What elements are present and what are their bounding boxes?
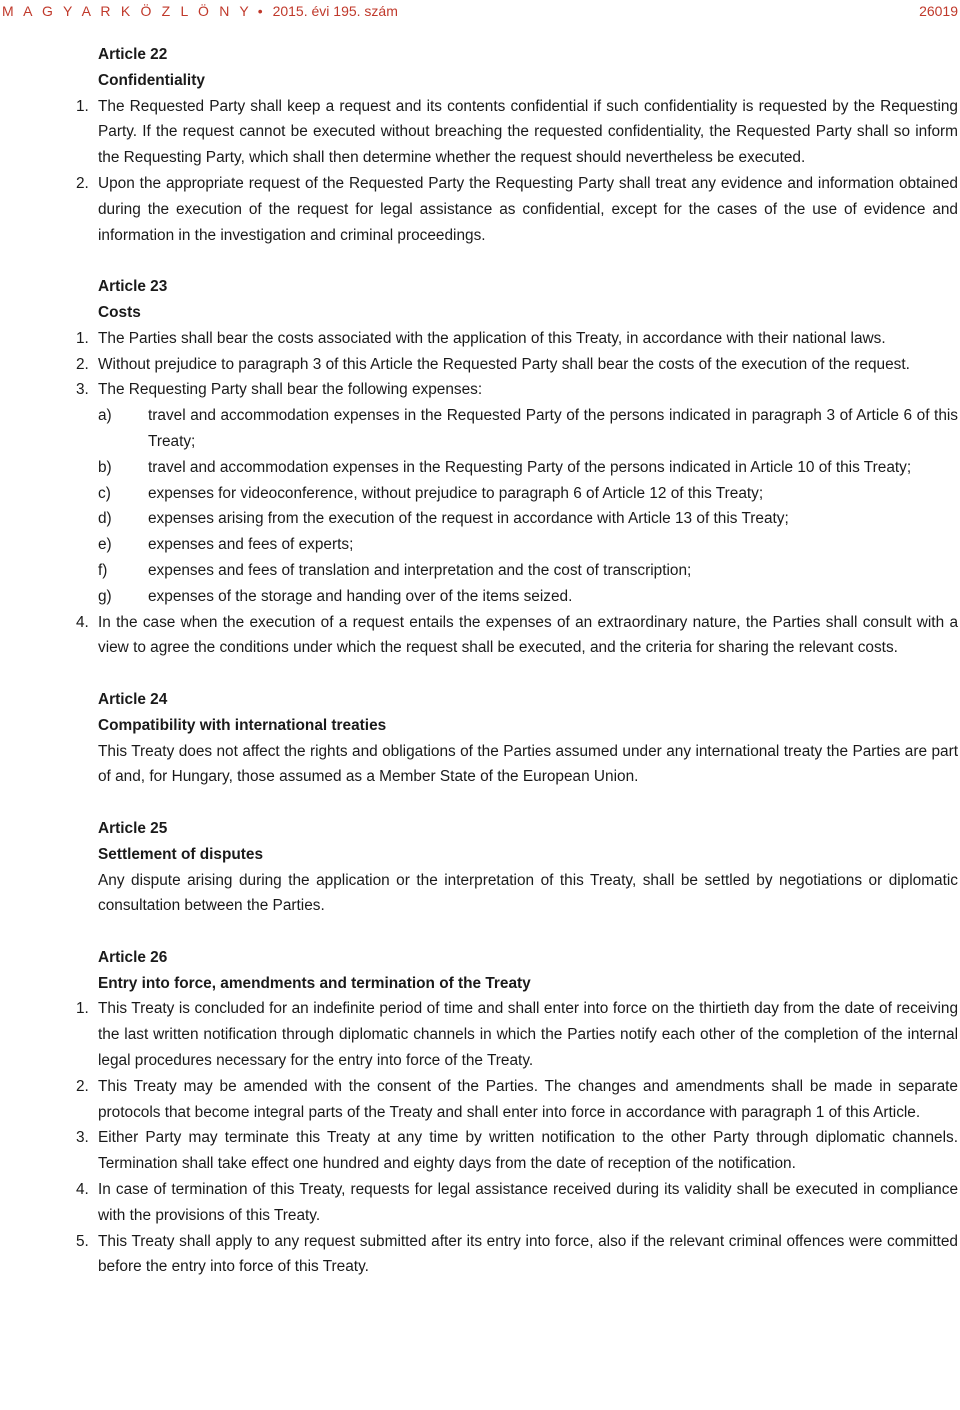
article-heading: Settlement of disputes [98, 845, 264, 863]
paragraph [0, 1229, 960, 1281]
issue-label: 2015. évi 195. szám [272, 3, 398, 19]
article-title: Article 25 [98, 819, 168, 837]
list-item-letter: f) [98, 561, 108, 579]
paragraph [0, 996, 960, 1073]
paragraph-number: 2. [76, 174, 89, 192]
paragraph-number: 4. [76, 613, 89, 631]
paragraph [0, 94, 960, 171]
list-item-text: travel and accommodation expenses in the Requesting Party of the persons indicated in Article 10 of this Treaty; [148, 458, 912, 476]
article-heading: Costs [98, 303, 141, 321]
paragraph [0, 610, 960, 662]
paragraph [0, 1125, 960, 1177]
paragraph [0, 1177, 960, 1229]
page-number: 26019 [919, 3, 958, 19]
paragraph-text: In case of termination of this Treaty, requests for legal assistance received during its validity shall be executed in compliance with the provisions of this Treaty. [98, 1181, 958, 1224]
list-item-text: expenses and fees of experts; [148, 536, 354, 554]
list-item-text: expenses arising from the execution of the request in accordance with Article 13 of this Treaty; [148, 510, 789, 528]
paragraph-number: 1. [76, 1000, 89, 1018]
paragraph-number: 2. [76, 1077, 89, 1095]
list-item [0, 506, 960, 532]
article-heading: Confidentiality [98, 71, 205, 89]
paragraph-number: 1. [76, 97, 89, 115]
paragraph-number: 4. [76, 1181, 89, 1199]
list-item [0, 584, 960, 610]
list-item [0, 532, 960, 558]
list-item-text: travel and accommodation expenses in the Requested Party of the persons indicated in paragraph 3 of Article 6 of this Treaty; [148, 407, 958, 450]
publication-name: M A G Y A R K Ö Z L Ö N Y [2, 3, 252, 19]
page-header [0, 2, 960, 20]
list-item [0, 558, 960, 584]
paragraph-number: 2. [76, 355, 89, 373]
paragraph-text: Either Party may terminate this Treaty at any time by written notification to the other Party through diplomatic channels. Termination shall take effect one hundred and eighty days from the date of reception of the notification. [98, 1129, 958, 1173]
article-25 [0, 816, 960, 919]
article-title: Article 22 [98, 46, 168, 63]
paragraph-number: 3. [76, 381, 89, 399]
list-item-letter: e) [98, 536, 112, 554]
article-heading: Entry into force, amendments and termination of the Treaty [98, 974, 531, 992]
paragraph-text: The Requesting Party shall bear the following expenses: [98, 381, 483, 399]
article-body: This Treaty does not affect the rights and obligations of the Parties assumed under any international treaty the Parties are part of and, for Hungary, those assumed as a Member State of the European Union. [98, 742, 958, 786]
list-item-text: expenses and fees of translation and interpretation and the cost of transcription; [148, 561, 692, 579]
article-body: Any dispute arising during the application or the interpretation of this Treaty, shall be settled by negotiations or diplomatic consultation between the Parties. [98, 871, 958, 915]
list-item [0, 455, 960, 481]
paragraph-text: The Parties shall bear the costs associated with the application of this Treaty, in accordance with their national laws. [98, 329, 886, 347]
publication-line [2, 2, 398, 20]
article-26 [0, 945, 960, 1280]
list-item-letter: g) [98, 587, 112, 605]
list-item-letter: c) [98, 484, 111, 502]
list-item-letter: b) [98, 458, 112, 476]
paragraph-number: 5. [76, 1232, 89, 1250]
article-title: Article 23 [98, 278, 168, 296]
paragraph-text: Upon the appropriate request of the Requested Party the Requesting Party shall treat any evidence and information obtained during the execution of the request for legal assistance as confidential, except for the cases of the use of evidence and information in the investigation and criminal proceedings. [98, 174, 958, 244]
paragraph [0, 352, 960, 378]
paragraph-text: In the case when the execution of a request entails the expenses of an extraordinary nature, the Parties shall consult with a view to agree the conditions under which the request shall be executed, and the criteria for sharing the relevant costs. [98, 613, 958, 657]
list-item-letter: d) [98, 510, 112, 528]
paragraph-text: This Treaty is concluded for an indefinite period of time and shall enter into force on the thirtieth day from the date of receiving the last written notification through diplomatic channels in which the Parties notify each other of the completion of the internal legal procedures necessary for the entry into force of the Treaty. [98, 1000, 958, 1070]
paragraph [0, 326, 960, 352]
paragraph-text: This Treaty shall apply to any request submitted after its entry into force, also if the relevant criminal offences were committed before the entry into force of this Treaty. [98, 1232, 958, 1276]
list-item-text: expenses for videoconference, without prejudice to paragraph 6 of Article 12 of this Treaty; [148, 484, 764, 502]
list-item [0, 481, 960, 507]
article-24 [0, 687, 960, 790]
header-separator: • [257, 3, 263, 19]
document-body [0, 42, 960, 1306]
list-item [0, 403, 960, 455]
list-item-letter: a) [98, 407, 112, 425]
article-22 [0, 42, 960, 248]
paragraph-number: 1. [76, 329, 89, 347]
paragraph-text: The Requested Party shall keep a request and its contents confidential if such confidentiality is requested by the Requesting Party. If the request cannot be executed without breaching the requested confidentiality, the Requested Party shall so inform the Requesting Party, which shall then determine whether the request should nevertheless be executed. [98, 97, 958, 167]
article-title: Article 24 [98, 690, 168, 708]
paragraph-text: This Treaty may be amended with the consent of the Parties. The changes and amendments shall be made in separate protocols that become integral parts of the Treaty and shall enter into force in accordance with paragraph 1 of this Article. [98, 1077, 958, 1121]
list-item-text: expenses of the storage and handing over of the items seized. [148, 587, 573, 605]
paragraph [0, 377, 960, 403]
paragraph-number: 3. [76, 1129, 89, 1147]
article-title: Article 26 [98, 948, 168, 966]
paragraph [0, 171, 960, 248]
paragraph-text: Without prejudice to paragraph 3 of this Article the Requested Party shall bear the costs of the execution of the request. [98, 355, 910, 373]
article-heading: Compatibility with international treaties [98, 716, 387, 734]
paragraph [0, 1074, 960, 1126]
article-23 [0, 274, 960, 661]
